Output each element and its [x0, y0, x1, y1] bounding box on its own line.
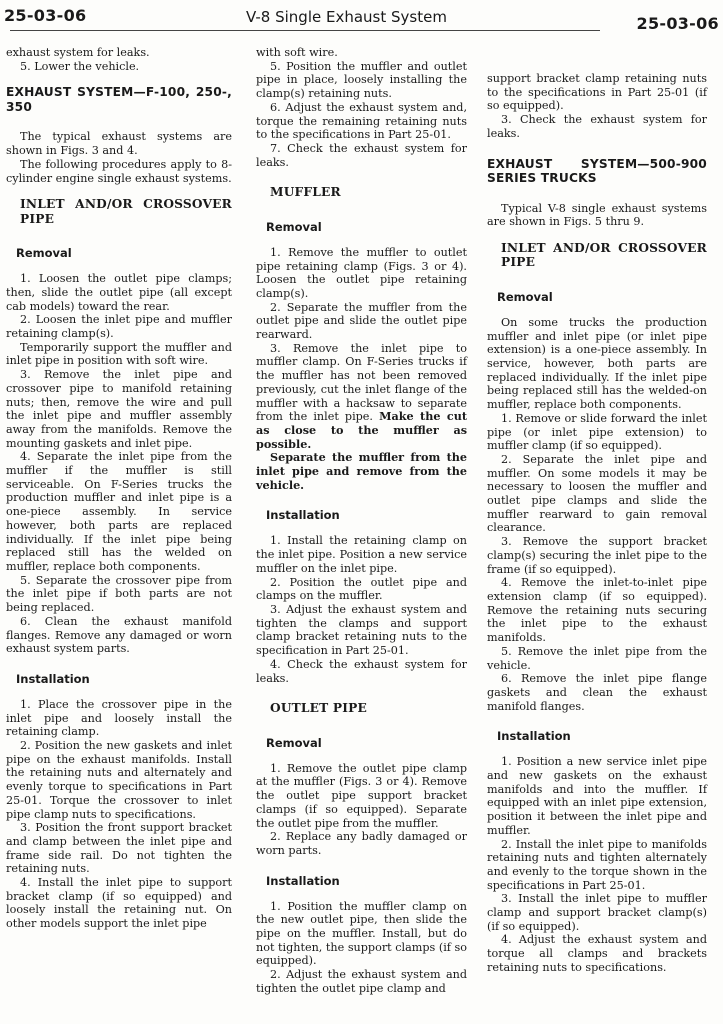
- paragraph: The typical exhaust systems are shown in Figs. 3 and 4.: [6, 130, 232, 158]
- page-title: V-8 Single Exhaust System: [246, 8, 447, 26]
- step: 5. Position the muffler and outlet pipe in place, loosely installing the clamp(s) retaining nuts.: [256, 59, 467, 101]
- paragraph: with soft wire.: [256, 46, 338, 59]
- procedure-heading: Installation: [16, 671, 90, 686]
- step: 1. Install the retaining clamp on the inlet pipe. Position a new service muffler on the inlet pipe.: [256, 534, 467, 575]
- step: 3. Adjust the exhaust system and tighten the clamps and support clamp bracket retaining nuts to the specification in Part 25-01.: [256, 603, 467, 658]
- step: 4. Adjust the exhaust system and torque all clamps and brackets retaining nuts to specifications.: [487, 933, 707, 974]
- section-heading: EXHAUST SYSTEM—500-900 SERIES TRUCKS: [487, 156, 707, 186]
- warning-text: Separate the muffler from the inlet pipe and remove from the vehicle.: [256, 450, 467, 492]
- procedure-heading: Removal: [266, 735, 322, 750]
- procedure-heading: Removal: [497, 289, 553, 304]
- step: 4. Install the inlet pipe to support bracket clamp (if so equipped) and loosely install the retaining nut. On other models support the inlet pipe: [6, 876, 232, 931]
- page-number-left: 25-03-06: [4, 6, 87, 25]
- warning-text: Make the cut as close to the muffler as possible.: [256, 409, 467, 451]
- procedure-heading: Removal: [16, 246, 72, 261]
- subsection-heading: INLET AND/OR CROSSOVER PIPE: [20, 197, 232, 226]
- step: 2. Position the new gaskets and inlet pipe on the exhaust manifolds. Install the retaining nuts and alternately and evenly torque to specifications in Part 25-01. Torque the crossover to inlet pipe clamp nuts to specifications.: [6, 739, 232, 821]
- step: 4. Check the exhaust system for leaks.: [256, 657, 467, 685]
- step: 2. Separate the muffler from the outlet pipe and slide the outlet pipe rearward.: [256, 300, 467, 342]
- step: 4. Separate the inlet pipe from the muffler if the muffler is still serviceable. On F-Series trucks the production muffler and inlet pipe is a one-piece assembly. In service however, both parts are replaced individually. If the inlet pipe being replaced still has the welded on muffler, replace both components.: [6, 450, 232, 573]
- step: 6. Adjust the exhaust system and, torque the remaining retaining nuts to the specifications in Part 25-01.: [256, 100, 467, 142]
- step: [256, 342, 467, 452]
- step: 2. Loosen the inlet pipe and muffler retaining clamp(s).: [6, 313, 232, 341]
- step: 2. Position the outlet pipe and clamps on the muffler.: [256, 575, 467, 603]
- step: 1. Remove the muffler to outlet pipe retaining clamp (Figs. 3 or 4). Loosen the outlet pipe retaining clamp(s).: [256, 245, 467, 300]
- procedure-heading: Removal: [266, 219, 322, 234]
- step: 6. Remove the inlet pipe flange gaskets and clean the exhaust manifold flanges.: [487, 672, 707, 713]
- step: 5. Separate the crossover pipe from the inlet pipe if both parts are not being replaced.: [6, 573, 232, 615]
- step: 1. Remove the outlet pipe clamp at the muffler (Figs. 3 or 4). Remove the outlet pipe support bracket clamps (if so equipped). Separate the outlet pipe from the muffler.: [256, 761, 467, 830]
- step: 1. Remove or slide forward the inlet pipe (or inlet pipe extension) to muffler clamp (if so equipped).: [487, 411, 707, 453]
- step: 2. Adjust the exhaust system and tighten the outlet pipe clamp and: [256, 968, 467, 995]
- procedure-heading: Installation: [266, 873, 340, 888]
- column-3: [487, 72, 707, 975]
- subsection-heading: INLET AND/OR CROSSOVER PIPE: [501, 240, 707, 270]
- step: 7. Check the exhaust system for leaks.: [256, 141, 467, 169]
- step: 5. Lower the vehicle.: [20, 59, 140, 73]
- step-text: 3. Remove the inlet pipe to muffler clamp. On F-Series trucks if the muffler has not been removed previously, cut the inlet flange of the muffler with a hacksaw to separate from the inlet pipe.: [256, 341, 467, 424]
- paragraph: exhaust system for leaks.: [6, 46, 150, 59]
- column-2: [256, 46, 467, 996]
- procedure-heading: Installation: [266, 508, 340, 523]
- page-number-right: 25-03-06: [636, 14, 719, 33]
- step: 2. Replace any badly damaged or worn parts.: [256, 830, 467, 857]
- page-header: [0, 0, 723, 40]
- step: 5. Remove the inlet pipe from the vehicle.: [487, 644, 707, 672]
- paragraph: Temporarily support the muffler and inlet pipe in position with soft wire.: [6, 340, 232, 368]
- step: 1. Loosen the outlet pipe clamps; then, slide the outlet pipe (all except cab models) toward the rear.: [6, 272, 232, 313]
- step: 2. Install the inlet pipe to manifolds retaining nuts and tighten alternately and evenly to the torque shown in the specifications in Part 25-01.: [487, 837, 707, 892]
- step: 6. Clean the exhaust manifold flanges. Remove any damaged or worn exhaust system parts.: [6, 614, 232, 656]
- step: 4. Remove the inlet-to-inlet pipe extension clamp (if so equipped). Remove the retaining nuts securing the inlet pipe to the exhaust manifolds.: [487, 576, 707, 645]
- step: 3. Check the exhaust system for leaks.: [487, 113, 707, 140]
- paragraph: The following procedures apply to 8-cylinder engine single exhaust systems.: [6, 157, 232, 185]
- paragraph: support bracket clamp retaining nuts to the specifications in Part 25-01 (if so equipped).: [487, 72, 707, 113]
- step: 1. Position the muffler clamp on the new outlet pipe, then slide the pipe on the muffler. Install, but do not tighten, the support clamps (if so equipped).: [256, 899, 467, 968]
- paragraph: On some trucks the production muffler and inlet pipe (or inlet pipe extension) is a one-piece assembly. In service, however, both parts are replaced individually. If the inlet pipe being replaced still has the welded-on muffler, replace both components.: [487, 315, 707, 412]
- section-heading: EXHAUST SYSTEM—F-100, 250-, 350: [6, 85, 232, 114]
- column-1: [6, 46, 232, 931]
- header-divider: [10, 30, 600, 31]
- step: 3. Position the front support bracket and clamp between the inlet pipe and frame side rail. Do not tighten the retaining nuts.: [6, 821, 232, 876]
- step: 3. Install the inlet pipe to muffler clamp and support bracket clamp(s) (if so equipped).: [487, 892, 707, 933]
- paragraph: Typical V-8 single exhaust systems are shown in Figs. 5 thru 9.: [487, 201, 707, 229]
- step: 3. Remove the support bracket clamp(s) securing the inlet pipe to the frame (if so equipped).: [487, 535, 707, 576]
- subsection-heading: OUTLET PIPE: [270, 701, 368, 716]
- subsection-heading: MUFFLER: [270, 185, 341, 200]
- step: 3. Remove the inlet pipe and crossover pipe to manifold retaining nuts; then, remove the wire and pull the inlet pipe and muffler assembly away from the manifolds. Remove the mounting gaskets and inlet pipe.: [6, 368, 232, 450]
- procedure-heading: Installation: [497, 729, 571, 744]
- step: 1. Position a new service inlet pipe and new gaskets on the exhaust manifolds and into the muffler. If equipped with an inlet pipe extension, position it between the inlet pipe and muffler.: [487, 755, 707, 837]
- step: 2. Separate the inlet pipe and muffler. On some models it may be necessary to loosen the muffler and outlet pipe clamps and slide the muffler rearward to gain removal clearance.: [487, 452, 707, 535]
- step: 1. Place the crossover pipe in the inlet pipe and loosely install the retaining clamp.: [6, 697, 232, 739]
